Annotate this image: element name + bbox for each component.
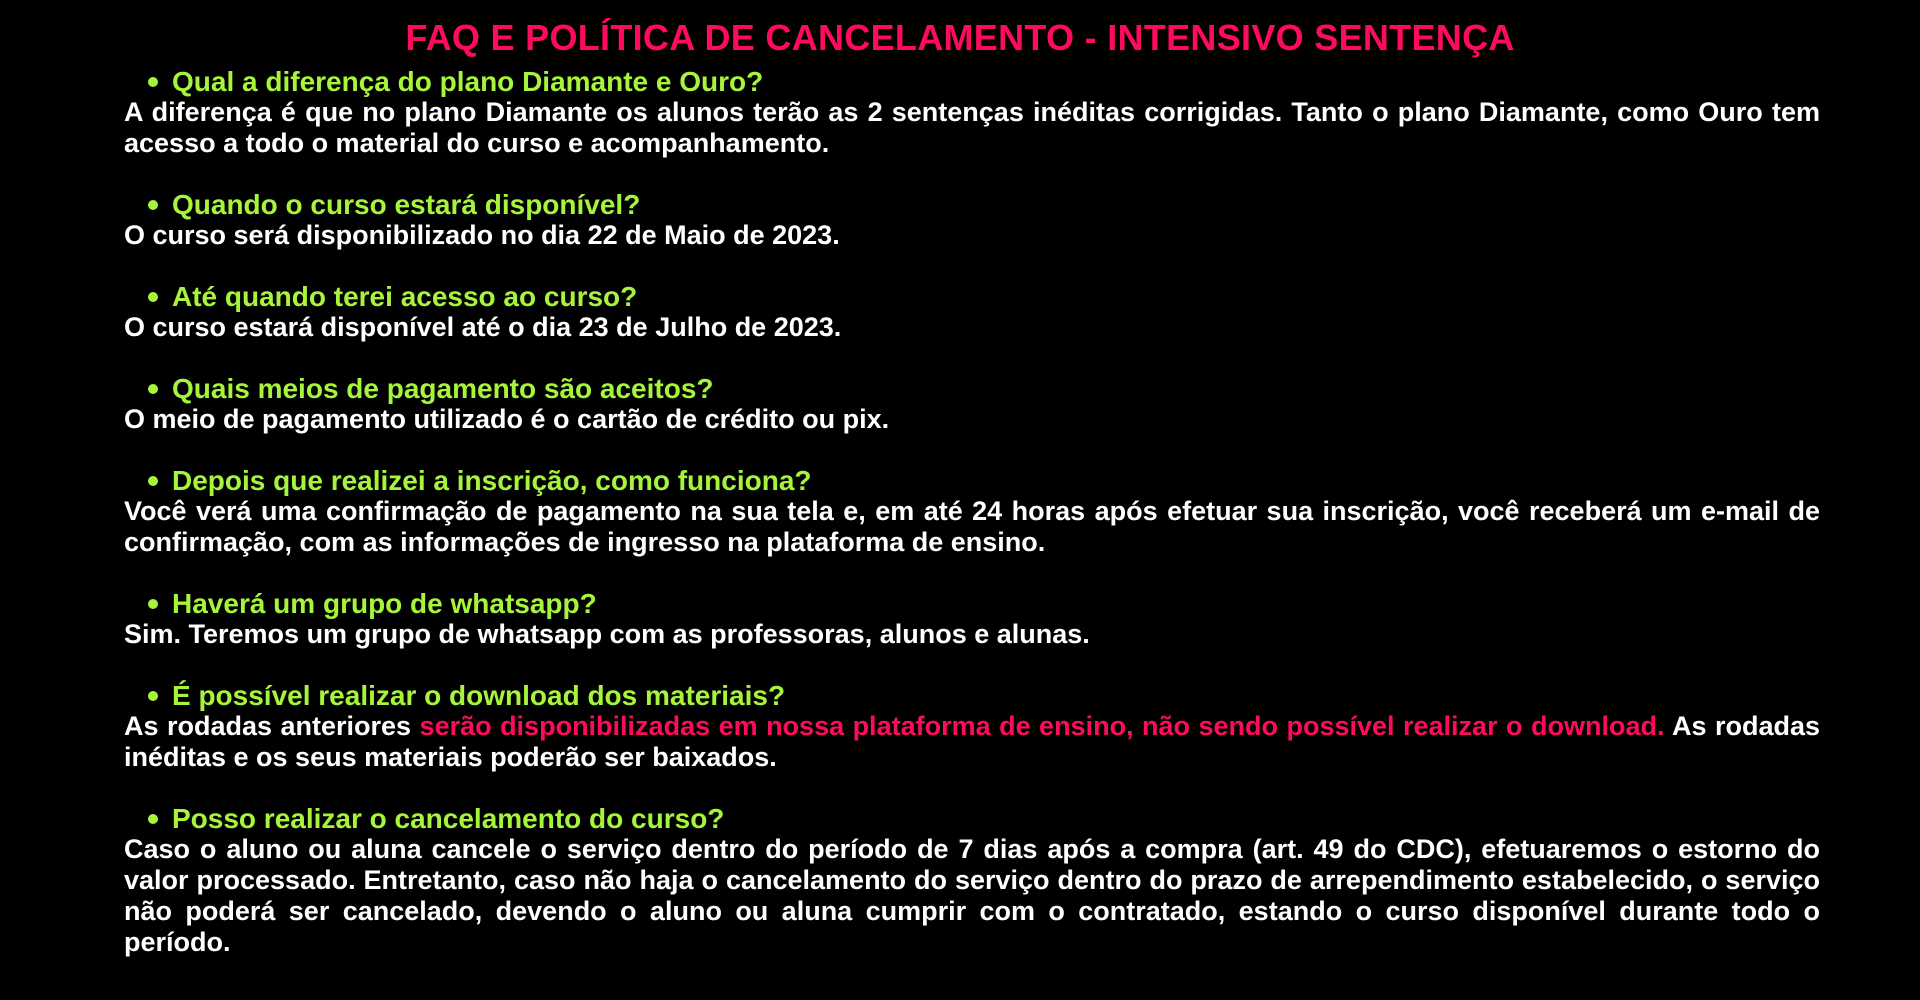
faq-answer — [124, 711, 1820, 773]
faq-question — [148, 803, 1820, 834]
faq-question-text: Haverá um grupo de whatsapp? — [172, 588, 597, 619]
faq-question — [148, 281, 1820, 312]
faq-list — [124, 66, 1820, 988]
faq-answer: Sim. Teremos um grupo de whatsapp com as professoras, alunos e alunas. — [124, 619, 1090, 649]
answer-text-before: As rodadas anteriores — [124, 711, 412, 741]
faq-question-text: Depois que realizei a inscrição, como funciona? — [172, 465, 812, 496]
answer-highlight-text: serão disponibilizadas em nossa plataforma de ensino, não sendo possível realizar o download. — [419, 711, 1665, 741]
faq-answer: A diferença é que no plano Diamante os alunos terão as 2 sentenças inéditas corrigidas. Tanto o plano Diamante, como Ouro tem acesso a todo o material do curso e acompanhamento. — [124, 97, 1820, 158]
faq-item-availability — [124, 189, 1820, 251]
faq-question-text: Quais meios de pagamento são aceitos? — [172, 373, 714, 404]
faq-question — [148, 465, 1820, 496]
answer-text-after: As rodadas inéditas e os seus materiais poderão ser baixados. — [124, 711, 1821, 772]
bullet-icon — [148, 476, 158, 486]
faq-answer: Caso o aluno ou aluna cancele o serviço dentro do período de 7 dias após a compra (art. 49 do CDC), efetuaremos o estorno do valor processado. Entretanto, caso não haja o cancelamento do serviço dentro do prazo de arrependimento estabelecido, o serviço não poderá ser cancelado, devendo o aluno ou aluna cumprir com o contratado, estando o curso disponível durante todo o período. — [124, 834, 1820, 957]
faq-question-text: Qual a diferença do plano Diamante e Ouro? — [172, 66, 764, 97]
faq-item-access-period — [124, 281, 1820, 343]
faq-question — [148, 189, 1820, 220]
faq-item-plan-difference — [124, 66, 1820, 159]
faq-question — [148, 66, 1820, 97]
bullet-icon — [148, 384, 158, 394]
bullet-icon — [148, 292, 158, 302]
faq-answer: Você verá uma confirmação de pagamento na sua tela e, em até 24 horas após efetuar sua inscrição, você receberá um e-mail de confirmação, com as informações de ingresso na plataforma de ensino. — [124, 496, 1820, 557]
faq-item-cancellation — [124, 803, 1820, 958]
faq-question-text: Quando o curso estará disponível? — [172, 189, 641, 220]
faq-item-material-download — [124, 680, 1820, 773]
faq-question — [148, 373, 1820, 404]
bullet-icon — [148, 200, 158, 210]
faq-item-whatsapp-group — [124, 588, 1820, 650]
page-title: FAQ E POLÍTICA DE CANCELAMENTO - INTENSIVO SENTENÇA — [405, 17, 1515, 58]
bullet-icon — [148, 77, 158, 87]
faq-item-payment-methods — [124, 373, 1820, 435]
faq-answer: O meio de pagamento utilizado é o cartão de crédito ou pix. — [124, 404, 890, 434]
faq-question-text: Até quando terei acesso ao curso? — [172, 281, 638, 312]
faq-answer: O curso estará disponível até o dia 23 de Julho de 2023. — [124, 312, 842, 342]
faq-question-text: Posso realizar o cancelamento do curso? — [172, 803, 725, 834]
bullet-icon — [148, 691, 158, 701]
faq-question — [148, 680, 1820, 711]
faq-question — [148, 588, 1820, 619]
faq-item-after-enrollment — [124, 465, 1820, 558]
bullet-icon — [148, 814, 158, 824]
bullet-icon — [148, 599, 158, 609]
faq-question-text: É possível realizar o download dos materiais? — [172, 680, 786, 711]
faq-answer: O curso será disponibilizado no dia 22 de Maio de 2023. — [124, 220, 840, 250]
